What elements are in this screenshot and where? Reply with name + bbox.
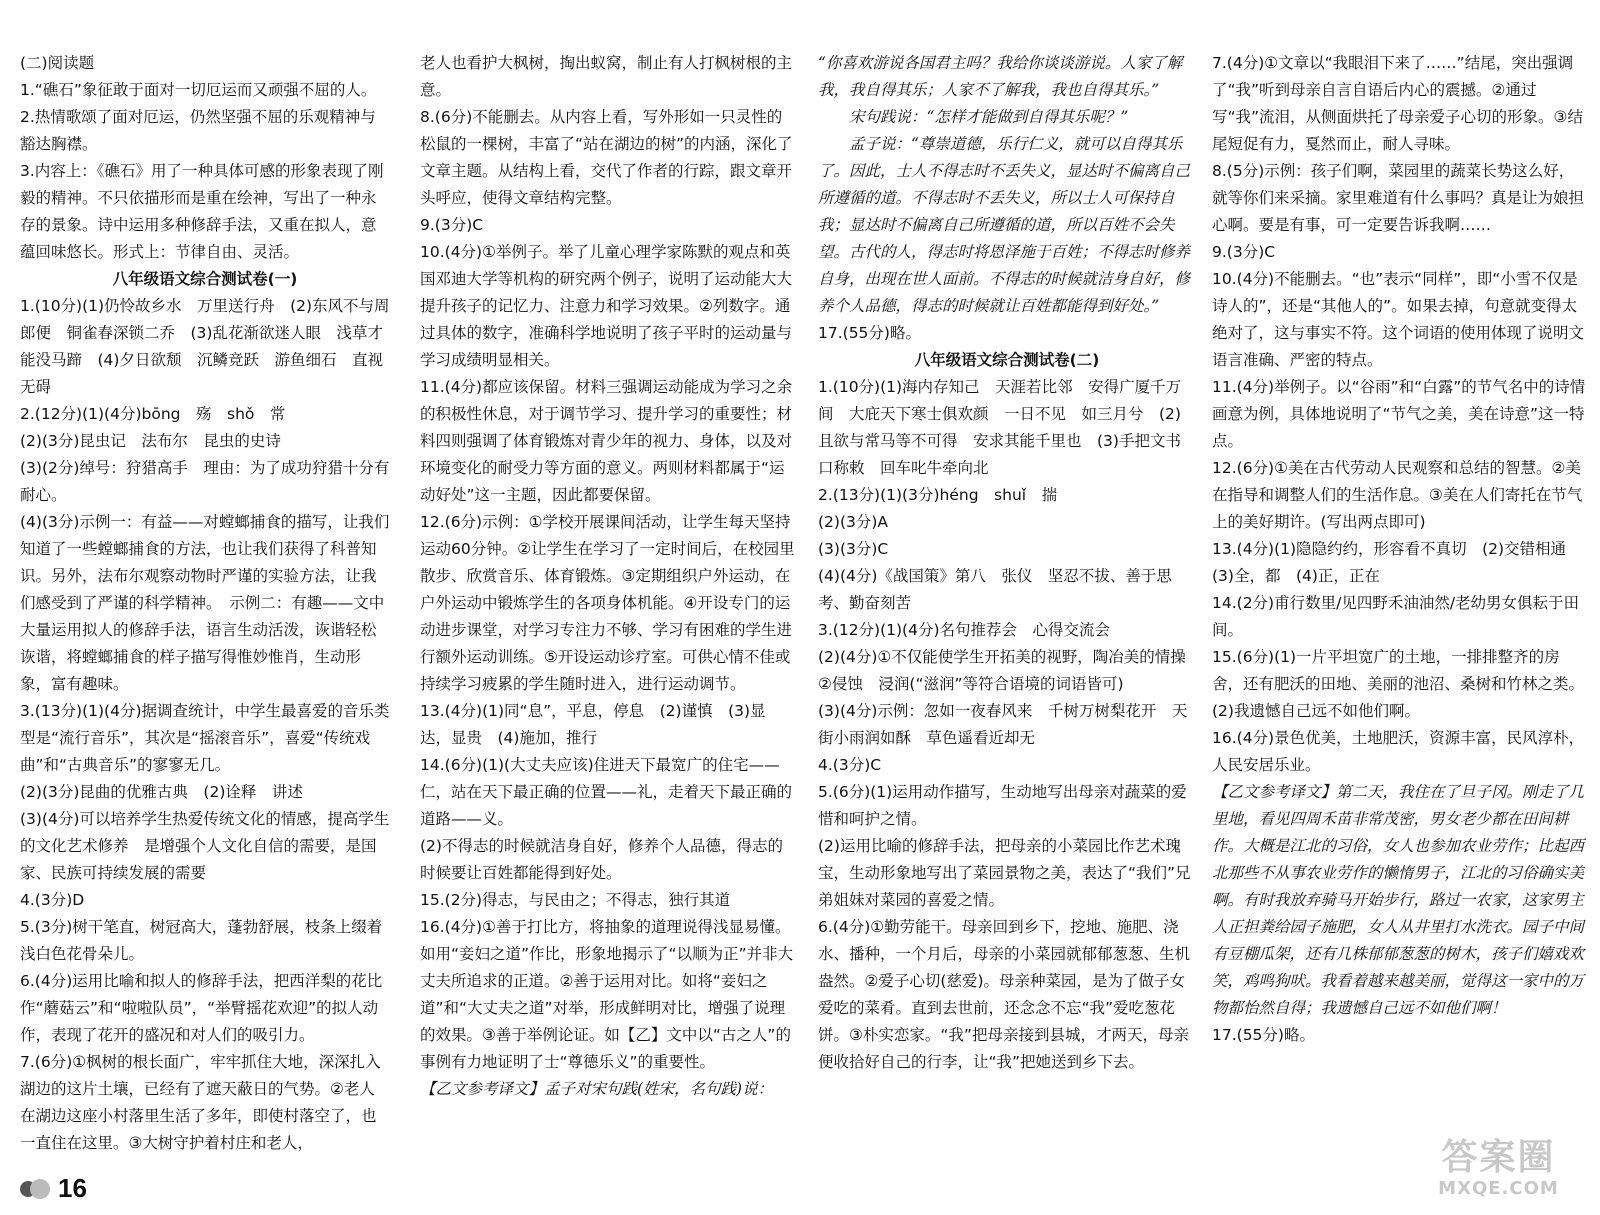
- page-number: [20, 1173, 87, 1204]
- translation-intro: 【乙文参考译文】孟子对宋句践(姓宋，名句践)说：: [420, 1080, 774, 1098]
- answer-item: 1.(10分)(1)仍怜故乡水 万里送行舟 (2)东风不与周郎便 铜雀春深锁二乔 (3)乱花渐欲迷人眼 浅草才能没马蹄 (4)夕日欲颓 沉鳞竞跃 游鱼细石 直视无碍: [20, 297, 390, 396]
- answer-item: 老人也看护大枫树，掏出蚁窝，制止有人打枫树根的主意。: [420, 54, 793, 99]
- answer-item: 15.(2分)得志，与民由之；不得志，独行其道: [420, 891, 731, 909]
- answer-item: (4)(3分)示例一：有益——对螳螂捕食的描写，让我们知道了一些螳螂捕食的方法，也让我们获得了科普知识。另外，法布尔观察动物时严谨的实验方法，让我们感受到了严谨的科学精神。 示例二：有趣——文中大量运用拟人的修辞手法，语言生动活泼，诙谐轻松诙谐，将螳螂捕食的样子描写得惟妙惟肖，生动形象，富有趣味。: [20, 513, 390, 693]
- answer-item: (3)(3分)C: [818, 540, 889, 558]
- translation-text: 宋句践说：“怎样才能做到自得其乐呢？”: [849, 108, 1129, 126]
- answer-item: 12.(6分)示例：①学校开展课间活动，让学生每天坚持运动60分钟。②让学生在学习了一定时间后，在校园里散步、欣赏音乐、体育锻炼。③定期组织户外运动，在户外运动中锻炼学生的各项身体机能。④开设专门的运动进步课堂，对学习专注力不够、学习有困难的学生进行额外运动训练。⑤开设运动诊疗室。可供心情不佳或持续学习疲累的学生随时进入，进行运动调节。: [420, 513, 795, 693]
- answer-item: 16.(4分)①善于打比方，将抽象的道理说得浅显易懂。如用“妾妇之道”作比，形象地揭示了“以顺为正”并非大丈夫所追求的正道。②善于运用对比。如将“妾妇之道”和“大丈夫之道”对举，形成鲜明对比，增强了说理的效果。③善于举例论证。如【乙】文中以“古之人”的事例有力地证明了士“尊德乐义”的重要性。: [420, 918, 794, 1071]
- column-1: [20, 50, 390, 1170]
- answer-item: 12.(6分)①美在古代劳动人民观察和总结的智慧。②美在指导和调整人们的生活作息。③美在人们寄托在节气上的美好期许。(写出两点即可): [1212, 459, 1583, 531]
- answer-item: 7.(4分)①文章以“我眼泪下来了……”结尾，突出强调了“我”听到母亲自言自语后内心的震撼。②通过写“我”流泪，从侧面烘托了母亲爱子心切的形象。③结尾短促有力，戛然而止，耐人寻味。: [1212, 54, 1583, 153]
- answer-item: 13.(4分)(1)隐隐约约，形容看不真切 (2)交错相通 (3)全，都 (4)正，正在: [1212, 540, 1582, 585]
- answer-item: 7.(6分)①枫树的根长面广，牢牢抓住大地，深深扎入湖边的这片土壤，已经有了遮天蔽日的气势。②老人在湖边这座小村落里生活了多年，即使村落空了，也一直住在这里。③大树守护着村庄和老人，: [20, 1053, 381, 1152]
- answer-item: 8.(6分)不能删去。从内容上看，写外形如一只灵性的松鼠的一棵树，丰富了“站在湖边的树”的内涵，深化了文章主题。从结构上看，交代了作者的行踪，跟文章开头呼应，使得文章结构完整。: [420, 108, 793, 207]
- watermark-sub: MXQE.COM: [1438, 1178, 1559, 1199]
- watermark-main: 答案圈: [1441, 1137, 1556, 1178]
- translation-text: 孟子说：“尊崇道德，乐行仁义，就可以自得其乐了。因此，士人不得志时不丢失义，显达时不偏离自己所遵循的道。不得志时不丢失义，所以士人可保持自我；显达时不偏离自己所遵循的道，所以百姓不会失望。古代的人，得志时将恩泽施于百姓；不得志时修养自身，出现在世人面前。不得志的时候就洁身自好，修养个人品德，得志的时候就让百姓都能得到好处。”: [818, 135, 1191, 315]
- answer-item: 10.(4分)①举例子。举了儿童心理学家陈默的观点和英国邓迪大学等机构的研究两个例子，说明了运动能大大提升孩子的记忆力、注意力和学习效果。②列数字。通过具体的数字，准确科学地说明了孩子平时的运动量与学习成绩明显相关。: [420, 243, 793, 369]
- section-label: (二)阅读题: [20, 54, 95, 72]
- translation-text: “你喜欢游说各国君主吗？我给你谈谈游说。人家了解我，我自得其乐；人家不了解我，我也自得其乐。”: [818, 54, 1183, 99]
- answer-item: (3)(2分)绰号：狩猎高手 理由：为了成功狩猎十分有耐心。: [20, 459, 390, 504]
- answer-item: 1.(10分)(1)海内存知己 天涯若比邻 安得广厦千万间 大庇天下寒士俱欢颜 一日不见 如三月兮 (2)且欲与常马等不可得 安求其能千里也 (3)手把文书口称敕 回车叱牛牵向北: [818, 378, 1182, 477]
- answer-item: 2.(12分)(1)(4分)bōng 殇 shǒ 常: [20, 405, 286, 423]
- answer-item: 4.(3分)C: [818, 756, 882, 774]
- answer-item: 14.(2分)甫行数里/见四野禾油油然/老幼男女俱耘于田间。: [1212, 594, 1580, 639]
- answer-item: 11.(4分)举例子。以“谷雨”和“白露”的节气名中的诗情画意为例，具体地说明了“节气之美，美在诗意”这一特点。: [1212, 378, 1586, 450]
- answer-item: 5.(6分)(1)运用动作描写，生动地写出母亲对蔬菜的爱惜和呵护之情。: [818, 783, 1187, 828]
- answer-item: 11.(4分)都应该保留。材料三强调运动能成为学习之余的积极性休息，对于调节学习、提升学习的重要性；材料四则强调了体育锻炼对青少年的视力、身体，以及对环境变化的耐受力等方面的意义。两则材料都属于“运动好处”这一主题，因此都要保留。: [420, 378, 793, 504]
- answer-item: (3)(4分)可以培养学生热爱传统文化的情感，提高学生的文化艺术修养 是增强个人文化自信的需要，是国家、民族可持续发展的需要: [20, 810, 390, 882]
- answer-item: (2)(3分)昆虫记 法布尔 昆虫的史诗: [20, 432, 281, 450]
- answer-item: (3)(4分)示例：忽如一夜春风来 千树万树梨花开 天街小雨润如酥 草色遥看近却无: [818, 702, 1188, 747]
- answer-item: 5.(3分)树干笔直，树冠高大，蓬勃舒展，枝条上缀着浅白色花骨朵儿。: [20, 918, 383, 963]
- answer-item: 3.(13分)(1)(4分)据调查统计，中学生最喜爱的音乐类型是“流行音乐”，其次是“摇滚音乐”，喜爱“传统戏曲”和“古典音乐”的寥寥无几。: [20, 702, 390, 774]
- answer-item: 2.(13分)(1)(3分)héng shuǐ 揣: [818, 486, 1058, 504]
- answer-item: 6.(4分)①勤劳能干。母亲回到乡下，挖地、施肥、浇水、播种，一个月后，母亲的小菜园就郁郁葱葱、生机盎然。②爱子心切(慈爱)。母亲种菜园，是为了做子女爱吃的菜肴。直到去世前，还念念不忘“我”爱吃葱花饼。③朴实恋家。“我”把母亲接到县城，才两天，母亲便收拾好自己的行李，让“我”把她送到乡下去。: [818, 918, 1191, 1071]
- answer-item: 9.(3分)C: [420, 216, 484, 234]
- answer-item: 6.(4分)运用比喻和拟人的修辞手法，把西洋梨的花比作“蘑菇云”和“啦啦队员”，“举臂摇花欢迎”的拟人动作，表现了花开的盛况和对人们的吸引力。: [20, 972, 383, 1044]
- page-circle-icon: [30, 1179, 50, 1199]
- answer-item: 9.(3分)C: [1212, 243, 1276, 261]
- answer-item: (2)我遗憾自己远不如他们啊。: [1212, 702, 1420, 720]
- column-2: [420, 50, 795, 1170]
- answer-item: 3.内容上：《礁石》用了一种具体可感的形象表现了刚毅的精神。不只依描形而是重在绘神，写出了一种永存的景象。诗中运用多种修辞手法，又重在拟人，意蕴回味悠长。形式上：节律自由、灵活。: [20, 162, 384, 261]
- answer-item: (2)(3分)A: [818, 513, 889, 531]
- column-3: [818, 50, 1202, 1170]
- answer-item: (4)(4分)《战国策》第八 张仪 坚忍不拔、善于思考、勤奋刻苦: [818, 567, 1172, 612]
- answer-item: 15.(6分)(1)一片平坦宽广的土地，一排排整齐的房舍，还有肥沃的田地、美丽的池沼、桑树和竹林之类。: [1212, 648, 1585, 693]
- answer-item: 4.(3分)D: [20, 891, 85, 909]
- column-4: [1212, 50, 1587, 1170]
- test-heading-1: 八年级语文综合测试卷(一): [112, 270, 298, 288]
- answer-item: (2)(4分)①不仅能使学生开拓美的视野，陶冶美的情操 ②侵蚀 浸润(“滋润”等符合语境的词语皆可): [818, 648, 1202, 693]
- answer-item: 17.(55分)略。: [1212, 1026, 1315, 1044]
- test-heading-2: 八年级语文综合测试卷(二): [914, 351, 1100, 369]
- page-number-text: 16: [58, 1173, 87, 1203]
- answer-item: (2)运用比喻的修辞手法，把母亲的小菜园比作艺术瑰宝，生动形象地写出了菜园景物之美，表达了“我们”兄弟姐妹对菜园的喜爱之情。: [818, 837, 1191, 909]
- answer-item: 8.(5分)示例：孩子们啊，菜园里的蔬菜长势这么好，就等你们来采摘。家里难道有什么事吗？真是让为娘担心啊。要是有事，可一定要告诉我啊……: [1212, 162, 1585, 234]
- answer-item: 17.(55分)略。: [818, 324, 921, 342]
- watermark-logo: [1411, 1138, 1586, 1208]
- answer-item: 1.“礁石”象征敢于面对一切厄运而又顽强不屈的人。: [20, 81, 377, 99]
- answer-item: (2)(3分)昆曲的优雅古典 (2)诠释 讲述: [20, 783, 303, 801]
- translation-text: 【乙文参考译文】第二天，我住在了旦子冈。刚走了几里地，看见四周禾苗非常茂密，男女老少都在田间耕作。大概是江北的习俗，女人也参加农业劳作；比起西北那些不从事农业劳作的懒惰男子，江北的习俗确实美啊。有时我放弃骑马开始步行，路过一农家，这家男主人正担粪给园子施肥，女人从井里打水洗衣。园子中间有豆棚瓜架，还有几株郁郁葱葱的树木，孩子们嬉戏欢笑，鸡鸣狗吠。我看着越来越美丽，觉得这一家中的万物都怡然自得；我遗憾自己远不如他们啊！: [1212, 783, 1585, 1017]
- answer-item: 3.(12分)(1)(4分)名句推荐会 心得交流会: [818, 621, 1111, 639]
- answer-item: 14.(6分)(1)(大丈夫应该)住进天下最宽广的住宅——仁，站在天下最正确的位置——礼，走着天下最正确的道路——义。: [420, 756, 793, 828]
- answer-item: 2.热情歌颂了面对厄运，仍然坚强不屈的乐观精神与豁达胸襟。: [20, 108, 376, 153]
- answer-item: 16.(4分)景色优美，土地肥沃，资源丰富，民风淳朴，人民安居乐业。: [1212, 729, 1585, 774]
- answer-item: 13.(4分)(1)同“息”，平息，停息 (2)谨慎 (3)显达，显贵 (4)施加，推行: [420, 702, 766, 747]
- answer-item: 10.(4分)不能删去。“也”表示“同样”，即“小雪不仅是诗人的”，还是“其他人的”。如果去掉，句意就变得太绝对了，这与事实不符。这个词语的使用体现了说明文语言准确、严密的特点。: [1212, 270, 1585, 369]
- answer-item: (2)不得志的时候就洁身自好，修养个人品德，得志的时候要让百姓都能得到好处。: [420, 837, 783, 882]
